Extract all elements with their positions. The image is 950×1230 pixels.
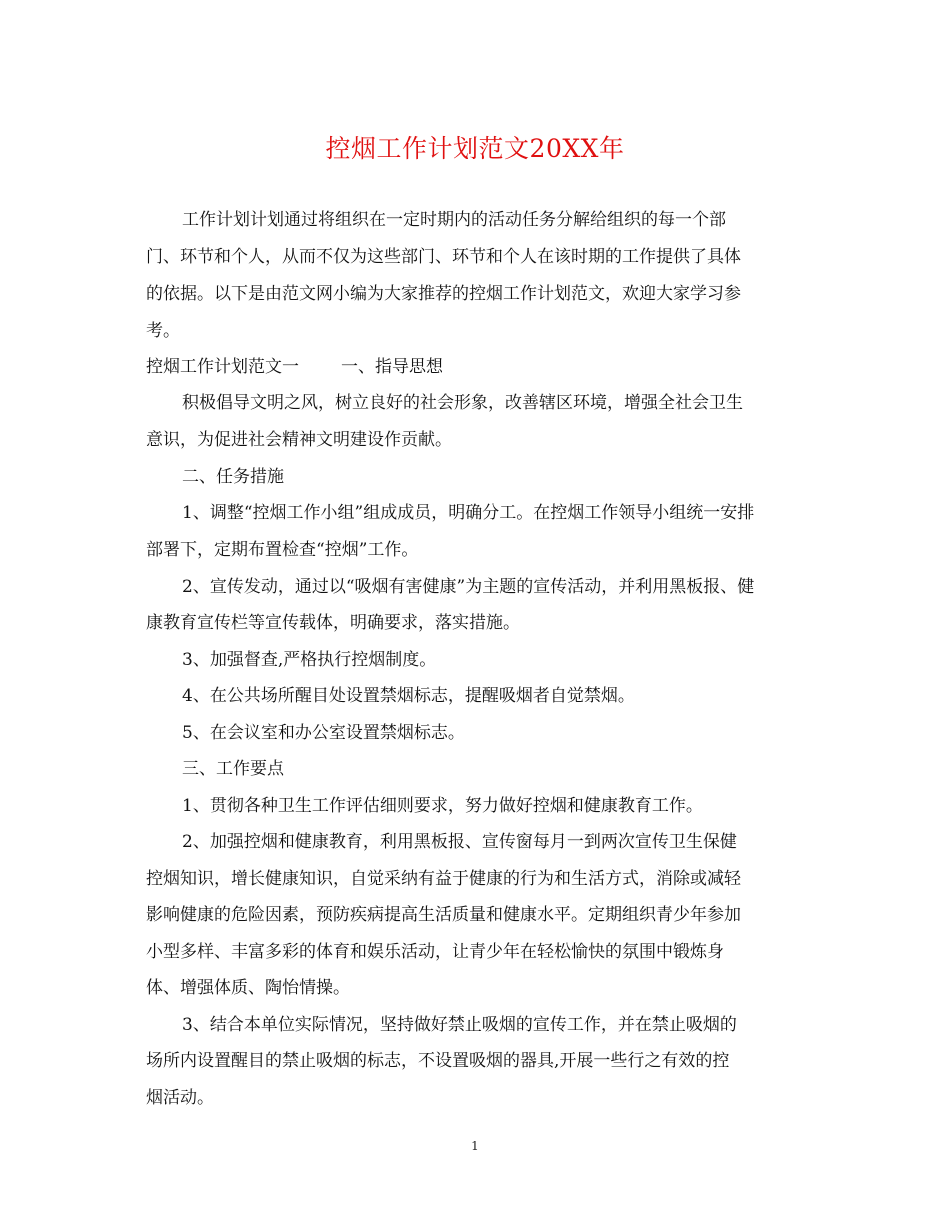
focus-line-2: 2、加强控烟和健康教育，利用黑板报、宣传窗每月一到两次宣传卫生保健 [182, 832, 737, 852]
focus-line-1: 1、贯彻各种卫生工作评估细则要求，努力做好控烟和健康教育工作。 [182, 796, 703, 816]
task-line-3: 2、宣传发动，通过以“吸烟有害健康”为主题的宣传活动，并利用黑板报、健 [182, 577, 755, 597]
intro-line-4: 考。 [146, 321, 180, 341]
focus-heading: 三、工作要点 [182, 759, 284, 779]
section-label: 控烟工作计划范文一 [146, 357, 299, 377]
document-title: 控烟工作计划范文20XX年 [325, 134, 625, 163]
intro-line-1: 工作计划计划通过将组织在一定时期内的活动任务分解给组织的每一个部 [182, 210, 726, 230]
intro-line-3: 的依据。以下是由范文网小编为大家推荐的控烟工作计划范文，欢迎大家学习参 [146, 284, 741, 304]
guiding-line-2: 意识，为促进社会精神文明建设作贡献。 [146, 430, 452, 450]
task-heading: 二、任务措施 [182, 467, 284, 487]
focus-line-6: 体、增强体质、陶怡情操。 [146, 978, 350, 998]
focus-line-3: 控烟知识，增长健康知识，自觉采纳有益于健康的行为和生活方式，消除或减轻 [146, 869, 741, 889]
task-line-5: 3、加强督查,严格执行控烟制度。 [182, 650, 437, 670]
focus-line-9: 烟活动。 [146, 1088, 214, 1108]
task-line-2: 部署下，定期布置检查“控烟”工作。 [146, 540, 419, 560]
focus-line-7: 3、结合本单位实际情况，坚持做好禁止吸烟的宣传工作，并在禁止吸烟的 [182, 1015, 737, 1035]
task-line-4: 康教育宣传栏等宣传载体，明确要求，落实措施。 [146, 613, 520, 633]
task-line-7: 5、在会议室和办公室设置禁烟标志。 [182, 723, 465, 743]
section-heading [146, 355, 443, 379]
focus-line-8: 场所内设置醒目的禁止吸烟的标志，不设置吸烟的器具,开展一些行之有效的控 [146, 1051, 730, 1071]
focus-line-5: 小型多样、丰富多彩的体育和娱乐活动，让青少年在轻松愉快的氛围中锻炼身 [146, 942, 724, 962]
task-line-1: 1、调整“控烟工作小组”组成成员，明确分工。在控烟工作领导小组统一安排 [182, 503, 755, 523]
guiding-line-1: 积极倡导文明之风，树立良好的社会形象，改善辖区环境，增强全社会卫生 [182, 393, 743, 413]
task-line-6: 4、在公共场所醒目处设置禁烟标志，提醒吸烟者自觉禁烟。 [182, 686, 635, 706]
section-subheading: 一、指导思想 [341, 357, 443, 377]
focus-line-4: 影响健康的危险因素，预防疾病提高生活质量和健康水平。定期组织青少年参加 [146, 905, 741, 925]
page-number: 1 [471, 1139, 479, 1153]
intro-line-2: 门、环节和个人，从而不仅为这些部门、环节和个人在该时期的工作提供了具体 [146, 247, 741, 267]
